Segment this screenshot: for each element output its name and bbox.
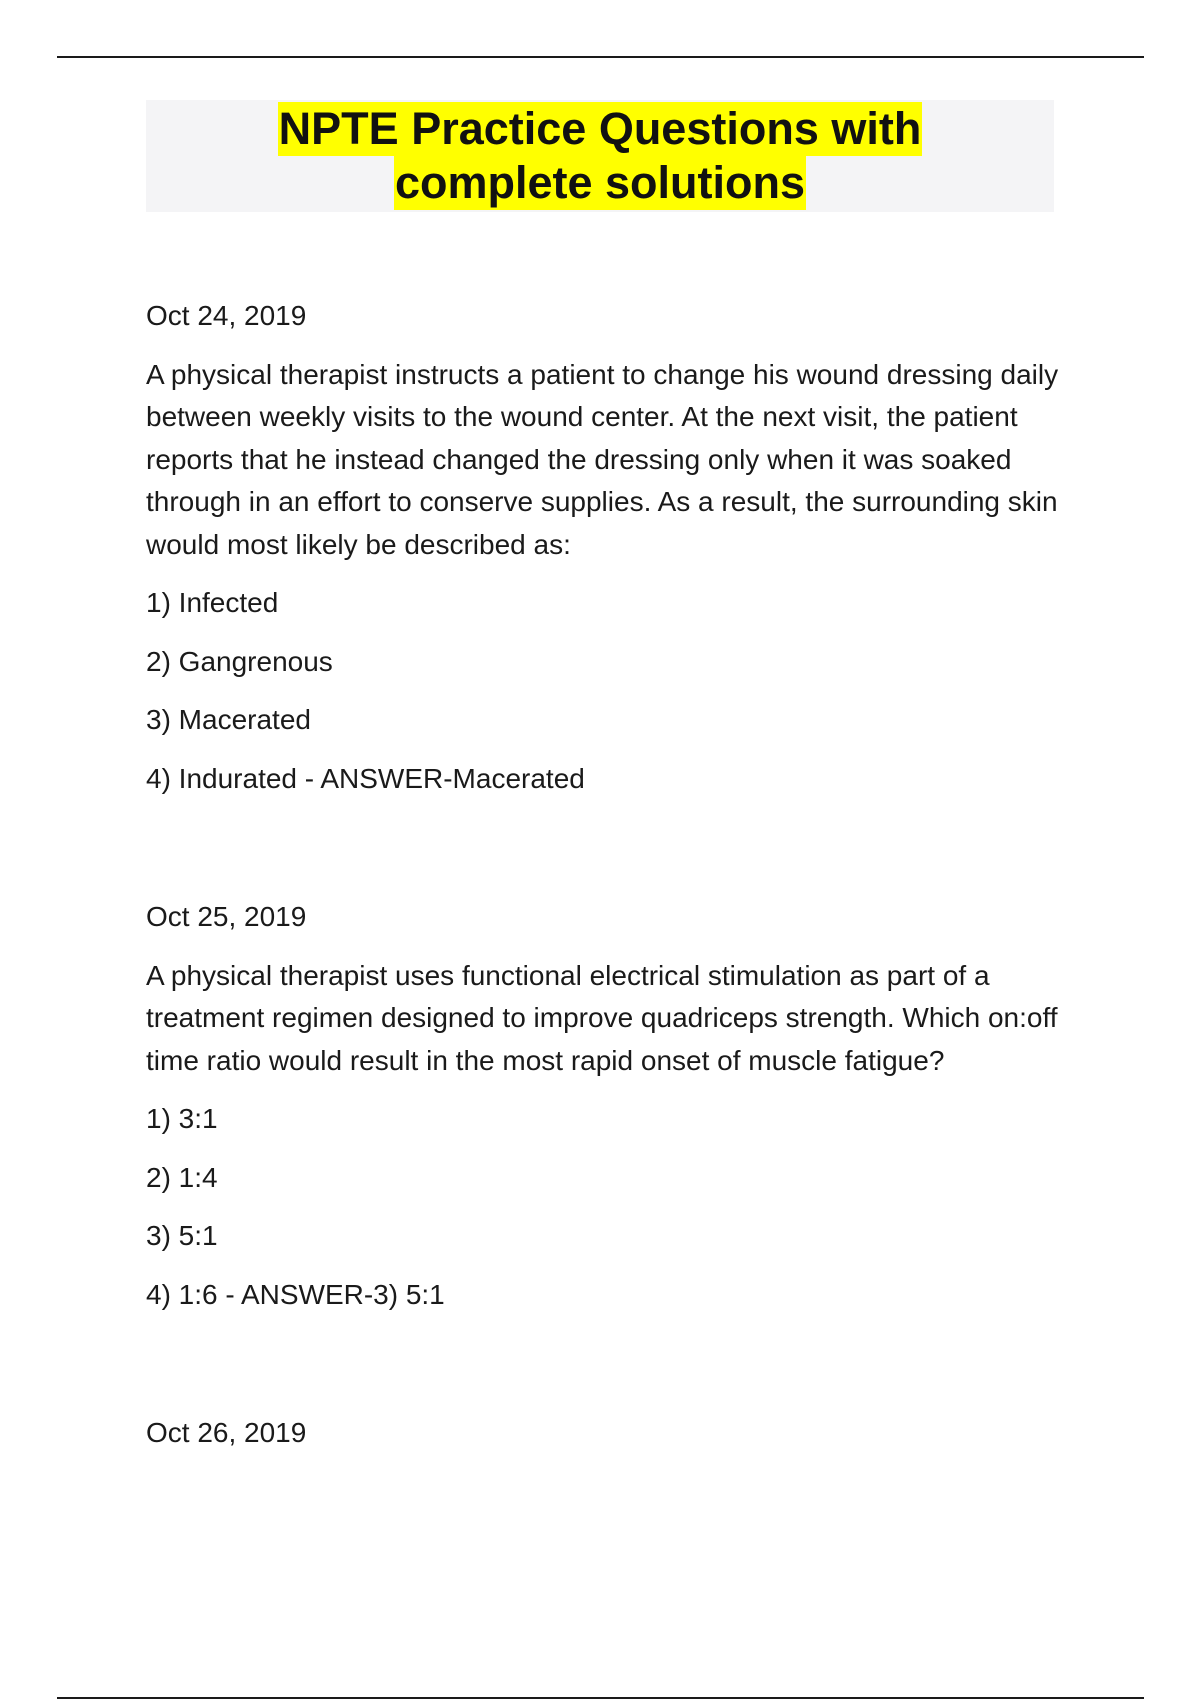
bottom-rule xyxy=(57,1697,1144,1699)
title-banner xyxy=(146,100,1054,212)
entry-date: Oct 26, 2019 xyxy=(146,1417,307,1448)
answer-option: 2) 1:4 xyxy=(146,1161,218,1193)
question-entry xyxy=(146,896,1061,1316)
document-body xyxy=(146,295,1061,1471)
answer-option: 2) Gangrenous xyxy=(146,645,333,677)
answer-option: 3) Macerated xyxy=(146,704,311,735)
entry-date: Oct 25, 2019 xyxy=(146,901,307,932)
answer-option: 4) 1:6 - ANSWER-3) 5:1 xyxy=(146,1278,445,1310)
answer-option: 1) 3:1 xyxy=(146,1103,218,1134)
top-rule xyxy=(57,56,1144,58)
question-text: A physical therapist instructs a patient to change his wound dressing daily between weekly visits to the wound center. At the next visit, the patient reports that he instead changed the dressing only when it was soaked through in an effort to conserve supplies. As a result, the surrounding skin would most likely be described as: xyxy=(146,358,1059,560)
entry-date: Oct 24, 2019 xyxy=(146,300,307,331)
question-entry xyxy=(146,295,1061,800)
answer-option: 4) Indurated - ANSWER-Macerated xyxy=(146,762,585,794)
answer-option: 1) Infected xyxy=(146,587,279,618)
title-line-2: complete solutions xyxy=(394,157,806,208)
question-text: A physical therapist uses functional electrical stimulation as part of a treatment regimen designed to improve quadriceps strength. Which on:off time ratio would result in the most rapid onset of muscle fatigue? xyxy=(146,959,1058,1076)
page-title xyxy=(278,102,923,210)
title-line-1: NPTE Practice Questions with xyxy=(278,103,922,154)
question-entry xyxy=(146,1412,1061,1455)
answer-option: 3) 5:1 xyxy=(146,1220,218,1251)
